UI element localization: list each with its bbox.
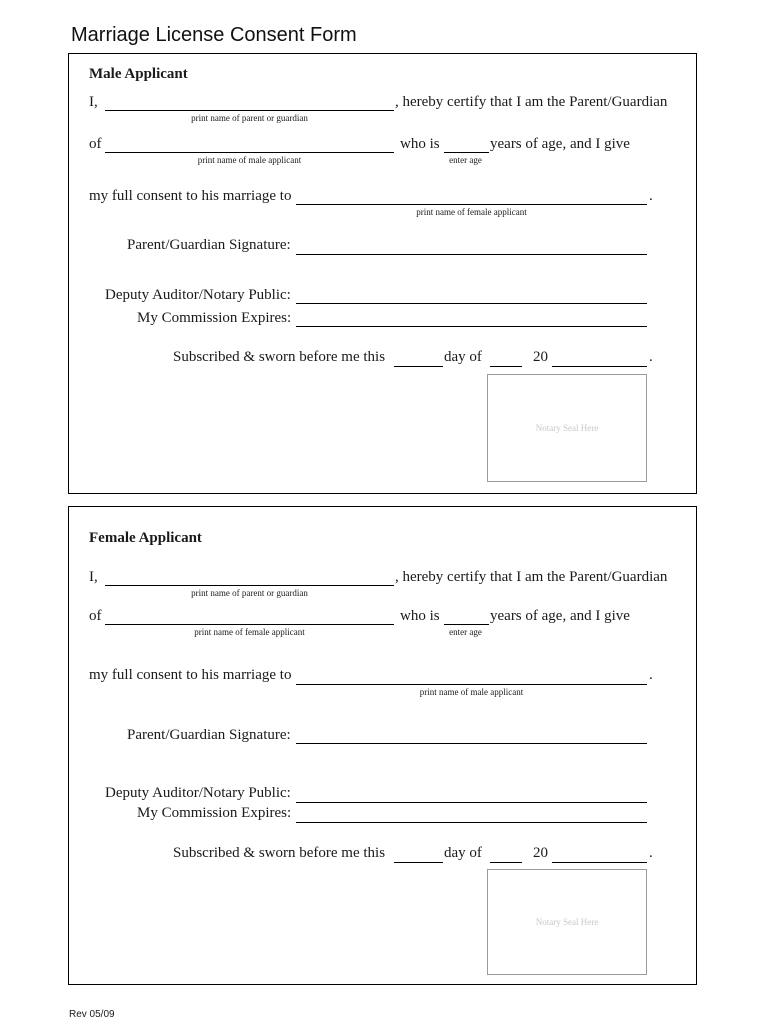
partner-name-caption: print name of male applicant xyxy=(419,687,524,697)
parent-name-caption: print name of parent or guardian xyxy=(191,113,308,123)
i-label: I, xyxy=(89,569,98,585)
certify-text: , hereby certify that I am the Parent/Guardian xyxy=(395,569,668,585)
female-applicant-section xyxy=(68,506,697,985)
certify-text: , hereby certify that I am the Parent/Guardian xyxy=(395,94,668,110)
of-label: of xyxy=(89,608,102,624)
applicant-name-field[interactable] xyxy=(105,152,394,153)
signature-field[interactable] xyxy=(296,743,647,744)
year-field[interactable] xyxy=(552,366,647,367)
i-label: I, xyxy=(89,94,98,110)
age-field[interactable] xyxy=(444,152,489,153)
age-field[interactable] xyxy=(444,624,489,625)
day-of-text: day of xyxy=(444,845,482,861)
notary-seal-area xyxy=(487,374,647,482)
parent-name-caption: print name of parent or guardian xyxy=(191,588,308,598)
seal-placeholder-text: Notary Seal Here xyxy=(535,917,599,927)
subscribed-label: Subscribed & sworn before me this xyxy=(173,845,386,861)
year-field[interactable] xyxy=(552,862,647,863)
notary-label: Deputy Auditor/Notary Public: xyxy=(105,785,291,801)
parent-name-field[interactable] xyxy=(105,585,394,586)
period: . xyxy=(649,845,653,861)
who-is-text: who is xyxy=(400,608,440,624)
day-of-text: day of xyxy=(444,349,482,365)
day-field[interactable] xyxy=(394,862,443,863)
day-field[interactable] xyxy=(394,366,443,367)
male-applicant-section xyxy=(68,53,697,494)
age-text: years of age, and I give xyxy=(490,136,630,152)
commission-label: My Commission Expires: xyxy=(137,310,292,326)
page-title: Marriage License Consent Form xyxy=(71,24,357,46)
section-heading: Male Applicant xyxy=(89,66,188,82)
period: . xyxy=(649,188,653,204)
notary-label: Deputy Auditor/Notary Public: xyxy=(105,287,291,303)
year-prefix: 20 xyxy=(533,349,548,365)
partner-name-field[interactable] xyxy=(296,684,647,685)
period: . xyxy=(649,349,653,365)
partner-name-field[interactable] xyxy=(296,204,647,205)
signature-label: Parent/Guardian Signature: xyxy=(127,237,291,253)
age-caption: enter age xyxy=(449,627,482,637)
period: . xyxy=(649,667,653,683)
month-field[interactable] xyxy=(490,862,522,863)
applicant-name-caption: print name of male applicant xyxy=(197,155,302,165)
notary-seal-area xyxy=(487,869,647,975)
seal-placeholder-text: Notary Seal Here xyxy=(535,423,599,433)
commission-field[interactable] xyxy=(296,326,647,327)
applicant-name-field[interactable] xyxy=(105,624,394,625)
consent-text: my full consent to his marriage to xyxy=(89,188,292,204)
notary-field[interactable] xyxy=(296,802,647,803)
subscribed-label: Subscribed & sworn before me this xyxy=(173,349,386,365)
applicant-name-caption: print name of female applicant xyxy=(194,627,305,637)
age-text: years of age, and I give xyxy=(490,608,630,624)
age-caption: enter age xyxy=(449,155,482,165)
signature-field[interactable] xyxy=(296,254,647,255)
signature-label: Parent/Guardian Signature: xyxy=(127,727,291,743)
notary-field[interactable] xyxy=(296,303,647,304)
year-prefix: 20 xyxy=(533,845,548,861)
section-heading: Female Applicant xyxy=(89,530,202,546)
consent-text: my full consent to his marriage to xyxy=(89,667,292,683)
revision-footer: Rev 05/09 xyxy=(69,1009,115,1020)
month-field[interactable] xyxy=(490,366,522,367)
who-is-text: who is xyxy=(400,136,440,152)
commission-field[interactable] xyxy=(296,822,647,823)
commission-label: My Commission Expires: xyxy=(137,805,292,821)
partner-name-caption: print name of female applicant xyxy=(416,207,527,217)
of-label: of xyxy=(89,136,102,152)
parent-name-field[interactable] xyxy=(105,110,394,111)
